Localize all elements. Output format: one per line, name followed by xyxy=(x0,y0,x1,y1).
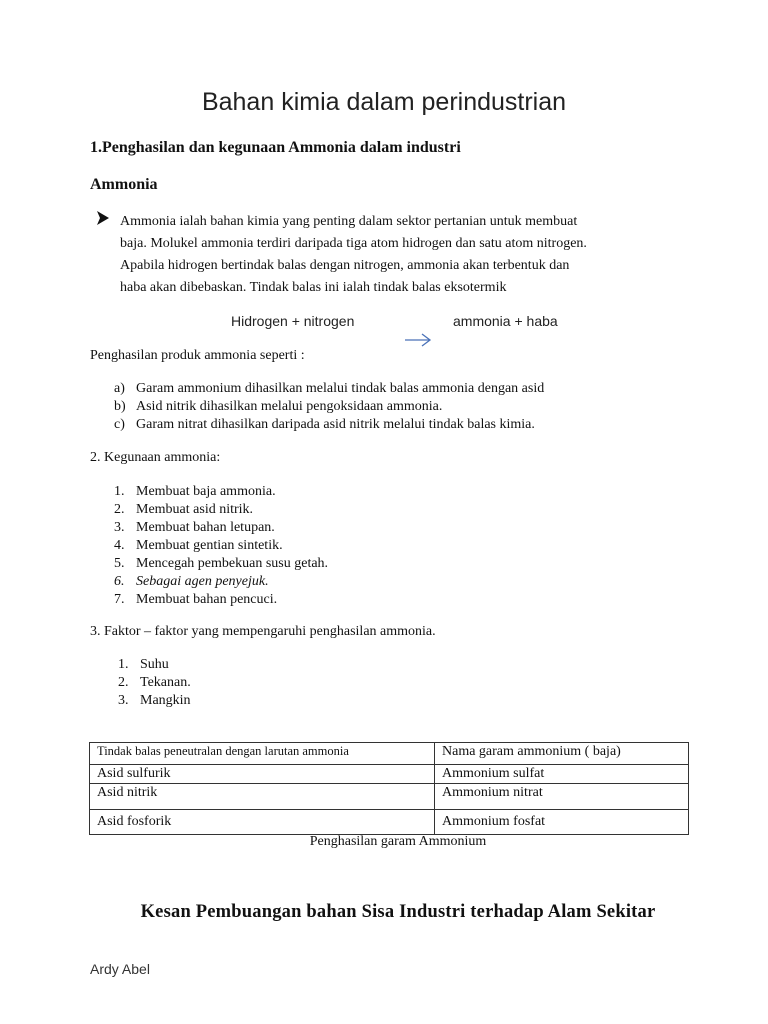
section-3-heading: 3. Faktor – faktor yang mempengaruhi penghasilan ammonia. xyxy=(90,624,436,639)
equation-products: ammonia + haba xyxy=(453,313,558,329)
list-item-text: Suhu xyxy=(140,657,169,672)
list-item-text: Membuat bahan pencuci. xyxy=(136,592,278,607)
equation-reactants: Hidrogen + nitrogen xyxy=(231,313,355,329)
produk-heading: Penghasilan produk ammonia seperti : xyxy=(90,348,305,363)
list-marker: b) xyxy=(114,399,126,414)
list-item-text: Membuat gentian sintetik. xyxy=(136,538,283,553)
list-item xyxy=(114,519,328,537)
list-item-text: Membuat asid nitrik. xyxy=(136,502,254,517)
table-cell: Asid nitrik xyxy=(90,784,435,810)
table-cell: Ammonium fosfat xyxy=(435,810,689,835)
arrowhead-bullet-icon xyxy=(95,210,111,226)
paragraph-line: haba akan dibebaskan. Tindak balas ini ialah tindak balas eksotermik xyxy=(120,280,507,295)
list-marker: 7. xyxy=(114,592,125,607)
table-row xyxy=(90,765,689,784)
section-1-heading: 1.Penghasilan dan kegunaan Ammonia dalam industri xyxy=(90,139,461,156)
list-item xyxy=(114,537,328,555)
paragraph-line: baja. Molukel ammonia terdiri daripada tiga atom hidrogen dan satu atom nitrogen. xyxy=(120,236,587,251)
list-item xyxy=(118,674,191,692)
ammonia-subheading: Ammonia xyxy=(90,176,158,193)
list-item-text: Mangkin xyxy=(140,693,191,708)
list-marker: 5. xyxy=(114,556,125,571)
list-marker: 6. xyxy=(114,574,125,589)
kegunaan-list xyxy=(114,483,328,609)
list-item-text: Membuat baja ammonia. xyxy=(136,484,276,499)
list-item xyxy=(114,501,328,519)
list-marker: 4. xyxy=(114,538,125,553)
list-marker: 1. xyxy=(114,484,125,499)
reaction-arrow-icon xyxy=(403,331,433,347)
list-item-text: Membuat bahan letupan. xyxy=(136,520,275,535)
author-name: Ardy Abel xyxy=(90,961,150,977)
list-marker: c) xyxy=(114,417,125,432)
paragraph-line: Ammonia ialah bahan kimia yang penting dalam sektor pertanian untuk membuat xyxy=(120,214,578,229)
list-marker: a) xyxy=(114,381,125,396)
list-item xyxy=(114,483,328,501)
list-item xyxy=(114,573,328,591)
table-cell: Ammonium nitrat xyxy=(435,784,689,810)
list-item-text: Asid nitrik dihasilkan melalui pengoksidaan ammonia. xyxy=(136,399,443,414)
kesan-heading: Kesan Pembuangan bahan Sisa Industri terhadap Alam Sekitar xyxy=(140,902,656,922)
table-cell: Asid fosforik xyxy=(90,810,435,835)
list-item-text: Tekanan. xyxy=(140,675,191,690)
table-caption: Penghasilan garam Ammonium xyxy=(309,834,487,849)
list-item-text: Sebagai agen penyejuk. xyxy=(136,574,269,589)
list-item xyxy=(118,656,191,674)
list-marker: 3. xyxy=(114,520,125,535)
table-header-cell: Tindak balas peneutralan dengan larutan ammonia xyxy=(90,743,435,765)
list-item-text: Garam ammonium dihasilkan melalui tindak balas ammonia dengan asid xyxy=(136,381,545,396)
list-marker: 2. xyxy=(118,675,129,690)
table-cell: Asid sulfurik xyxy=(90,765,435,784)
table-cell: Ammonium sulfat xyxy=(435,765,689,784)
list-item xyxy=(114,591,328,609)
faktor-list xyxy=(118,656,191,710)
paragraph-line: Apabila hidrogen bertindak balas dengan nitrogen, ammonia akan terbentuk dan xyxy=(120,258,570,273)
list-item xyxy=(114,398,544,416)
list-marker: 3. xyxy=(118,693,129,708)
document-title: Bahan kimia dalam perindustrian xyxy=(201,88,567,116)
list-item-text: Garam nitrat dihasilkan daripada asid nitrik melalui tindak balas kimia. xyxy=(136,417,535,432)
table-header-row xyxy=(90,743,689,765)
table-row xyxy=(90,784,689,810)
ammonia-paragraph xyxy=(120,211,680,299)
ammonium-salt-table xyxy=(89,742,689,835)
list-item xyxy=(114,416,544,434)
table-row xyxy=(90,810,689,835)
table-header-cell: Nama garam ammonium ( baja) xyxy=(435,743,689,765)
list-item xyxy=(118,692,191,710)
list-marker: 1. xyxy=(118,657,129,672)
list-item xyxy=(114,555,328,573)
produk-list xyxy=(114,380,544,434)
list-item xyxy=(114,380,544,398)
list-item-text: Mencegah pembekuan susu getah. xyxy=(136,556,329,571)
section-2-heading: 2. Kegunaan ammonia: xyxy=(90,450,221,465)
list-marker: 2. xyxy=(114,502,125,517)
